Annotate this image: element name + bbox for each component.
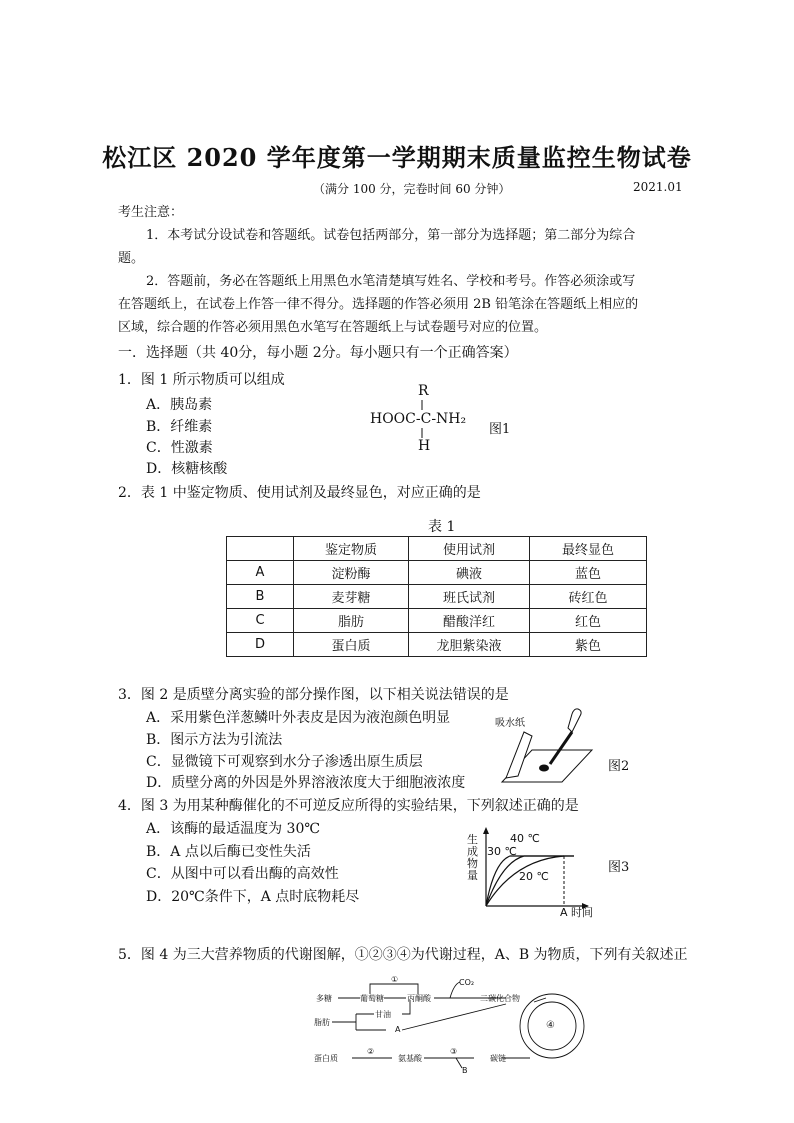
q4-option-b: B．A 点以后酶已变性失活 — [146, 844, 311, 860]
curve-label-30: 30 ℃ — [487, 845, 517, 858]
label-process-1: ① — [391, 975, 399, 984]
q1-stem: 1．图 1 所示物质可以组成 — [118, 372, 285, 388]
q1-option-b: B．纤维素 — [146, 419, 213, 435]
absorbent-paper-label: 吸水纸 — [495, 718, 525, 729]
q1-option-a: A．胰岛素 — [146, 397, 213, 413]
q4-stem: 4．图 3 为用某种酶催化的不可逆反应所得的实验结果，下列叙述正确的是 — [118, 798, 579, 814]
node-b: B — [462, 1066, 468, 1075]
q3-option-d: D．质壁分离的外因是外界溶液浓度大于细胞液浓度 — [146, 775, 466, 791]
header-cell: 最终显色 — [530, 537, 647, 561]
node-polysaccharide: 多糖 — [316, 994, 332, 1003]
q3-option-b: B．图示方法为引流法 — [146, 732, 283, 748]
table-cell: D — [227, 633, 294, 657]
notice-2-cont: 在答题纸上，在试卷上作答一律不得分。选择题的作答必须用 2B 铅笔涂在答题纸上相应的 — [118, 297, 639, 312]
table-row — [227, 585, 647, 609]
q4-option-d: D．20℃条件下，A 点时底物耗尽 — [146, 889, 360, 905]
notice-2: 2．答题前，务必在答题纸上用黑色水笔清楚填写姓名、学校和考号。作答必须涂或写 — [146, 274, 636, 289]
q1-option-c: C．性激素 — [146, 440, 213, 456]
label-process-3: ③ — [450, 1047, 458, 1056]
label-process-4: ④ — [546, 1020, 555, 1031]
node-protein: 蛋白质 — [314, 1054, 338, 1063]
reagent-table — [226, 536, 647, 657]
table-header-row — [227, 537, 647, 561]
table-cell: 班氏试剂 — [409, 585, 530, 609]
node-fat: 脂肪 — [314, 1018, 330, 1027]
node-a: A — [395, 1025, 401, 1034]
header-cell — [227, 537, 294, 561]
fig1-label: 图1 — [489, 422, 511, 437]
q4-option-a: A．该酶的最适温度为 30℃ — [146, 821, 321, 837]
formula-r: R — [418, 383, 429, 399]
table-cell: 碘液 — [409, 561, 530, 585]
table-cell: B — [227, 585, 294, 609]
table-row — [227, 633, 647, 657]
notice-heading: 考生注意： — [118, 205, 184, 220]
node-glucose: 葡萄糖 — [360, 994, 384, 1003]
node-two-carbon: 二碳化合物 — [480, 994, 520, 1003]
formula-main: HOOC-C-NH₂ — [370, 411, 467, 427]
q2-stem: 2．表 1 中鉴定物质、使用试剂及最终显色，对应正确的是 — [118, 485, 481, 501]
table-cell: 砖红色 — [530, 585, 647, 609]
q1-option-d: D．核糖核酸 — [146, 461, 228, 477]
q3-option-a: A．采用紫色洋葱鳞叶外表皮是因为液泡颜色明显 — [146, 710, 451, 726]
table-cell: 蓝色 — [530, 561, 647, 585]
q3-option-c: C．显微镜下可观察到水分子渗透出原生质层 — [146, 754, 423, 770]
curve-label-20: 20 ℃ — [519, 870, 549, 883]
formula-bonds — [410, 398, 430, 442]
x-axis-label: A 时间 — [560, 906, 594, 919]
q3-stem: 3．图 2 是质壁分离实验的部分操作图，以下相关说法错误的是 — [118, 687, 509, 703]
node-amino-acid: 氨基酸 — [398, 1054, 422, 1063]
table-row — [227, 609, 647, 633]
section-heading: 一．选择题（共 40分，每小题 2分。每小题只有一个正确答案） — [118, 345, 518, 361]
table-cell: C — [227, 609, 294, 633]
table-row — [227, 561, 647, 585]
exam-date: 2021.01 — [633, 180, 683, 194]
label-process-2: ② — [367, 1047, 375, 1056]
table-cell: 龙胆紫染液 — [409, 633, 530, 657]
node-pyruvate: 丙酮酸 — [407, 994, 431, 1003]
exam-title: 松江区 2020 学年度第一学期期末质量监控生物试卷 — [102, 143, 692, 172]
table-cell: 红色 — [530, 609, 647, 633]
node-co2: CO₂ — [459, 978, 475, 987]
table-caption: 表 1 — [428, 519, 456, 535]
formula-h: H — [418, 438, 431, 454]
exam-subtitle: （满分 100 分，完卷时间 60 分钟） — [313, 182, 511, 196]
table-cell: 淀粉酶 — [294, 561, 409, 585]
table-cell: A — [227, 561, 294, 585]
node-glycerol: 甘油 — [375, 1010, 391, 1019]
q4-option-c: C．从图中可以看出酶的高效性 — [146, 866, 339, 882]
curve-label-40: 40 ℃ — [510, 832, 540, 845]
header-cell: 鉴定物质 — [294, 537, 409, 561]
y-axis-label: 生成物量 — [467, 833, 478, 882]
notice-2-cont2: 区域，综合题的作答必须用黑色水笔写在答题纸上与试卷题号对应的位置。 — [118, 320, 548, 335]
node-carbon-chain: 碳链 — [490, 1054, 506, 1063]
notice-1-cont: 题。 — [118, 251, 145, 266]
table-cell: 蛋白质 — [294, 633, 409, 657]
fig2-label: 图2 — [608, 759, 630, 774]
table-cell: 麦芽糖 — [294, 585, 409, 609]
table-cell: 醋酸洋红 — [409, 609, 530, 633]
table-cell: 脂肪 — [294, 609, 409, 633]
fig3-label: 图3 — [608, 860, 630, 875]
table-cell: 紫色 — [530, 633, 647, 657]
q5-stem: 5．图 4 为三大营养物质的代谢图解，①②③④为代谢过程，A、B 为物质，下列有关叙述正 — [118, 947, 688, 963]
header-cell: 使用试剂 — [409, 537, 530, 561]
notice-1: 1．本考试分设试卷和答题纸。试卷包括两部分，第一部分为选择题；第二部分为综合 — [146, 228, 636, 243]
